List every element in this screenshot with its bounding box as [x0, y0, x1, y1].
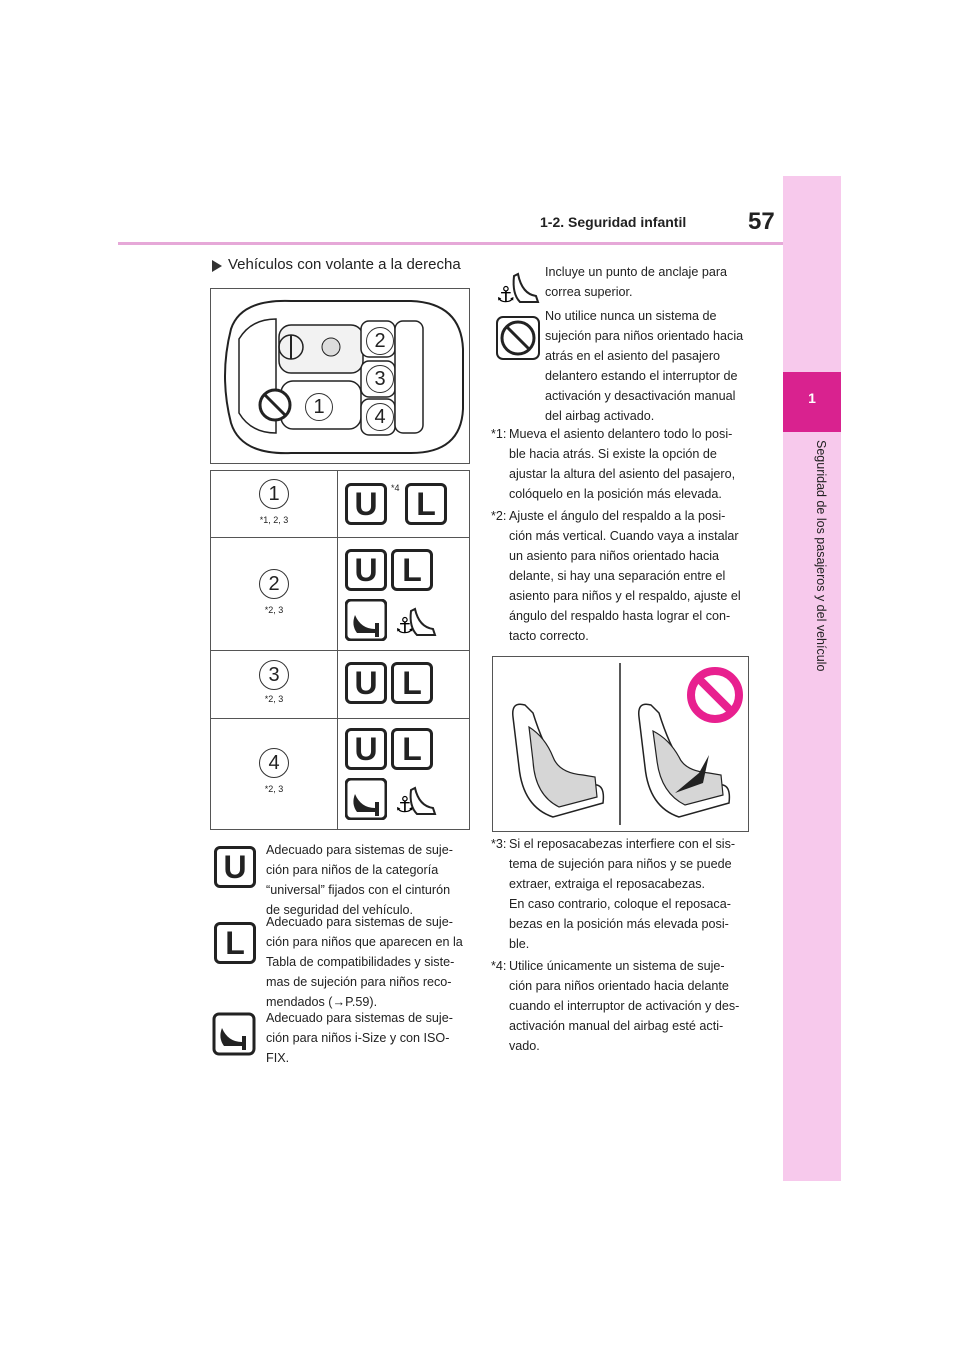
note-text: Ajuste el ángulo del respaldo a la posi- ción más vertical. Cuando vaya a instalar un asiento para niños orientado hacia delante, si hay una separación entre el asiento para niños y el respaldo, ajuste el ángulo del respaldo hasta lograr el con- tacto correcto. — [509, 509, 741, 643]
isize-icon — [345, 599, 387, 646]
universal-legend-icon: U — [214, 846, 256, 888]
universal-badge: U — [345, 662, 387, 704]
position-notes: *1, 2, 3 — [259, 515, 289, 525]
no-rear-facing-text: No utilice nunca un sistema de sujeción para niños orientado hacia atrás en el asiento del pasajero delantero estando el interruptor de activación y desactivación manual del airbag activado. — [545, 309, 744, 423]
list-badge: L — [391, 549, 433, 591]
chapter-number: 1 — [808, 390, 816, 406]
position-notes: *2, 3 — [264, 784, 284, 794]
table-row — [211, 718, 469, 829]
position-marker: 1 — [259, 479, 289, 509]
note-label: *3: — [491, 837, 507, 851]
header-rule — [118, 242, 783, 245]
list-badge: L — [391, 662, 433, 704]
list-badge: L — [391, 728, 433, 770]
note-label: *2: — [491, 509, 507, 523]
position-marker: 2 — [259, 569, 289, 599]
note-text: Utilice únicamente un sistema de suje- ción para niños orientado hacia delante cuando el interruptor de activación y des- activación manual del airbag esté acti- vado. — [509, 959, 740, 1053]
note-label: *4: — [491, 959, 507, 973]
table-row — [211, 650, 469, 719]
isize-icon — [345, 778, 387, 825]
list-legend-text: Adecuado para sistemas de suje- ción para niños que aparecen en la Tabla de compatibilidades y siste- mas de sujeción para niños reco- mendados (→P.59). — [266, 915, 463, 1009]
compatibility-table — [210, 470, 470, 830]
isize-legend-icon — [212, 1012, 256, 1061]
position-marker: 3 — [366, 365, 394, 393]
anchor-seat-icon — [393, 778, 439, 825]
position-notes: *2, 3 — [264, 694, 284, 704]
note-label: *1: — [491, 427, 507, 441]
svg-text:⚓: ⚓ — [395, 793, 415, 818]
anchor-legend-text: Incluye un punto de anclaje para correa superior. — [545, 265, 728, 299]
section-heading: Vehículos con volante a la derecha — [228, 256, 461, 273]
triangle-bullet-icon — [212, 259, 222, 277]
header-section-title: 1-2. Seguridad infantil — [540, 214, 687, 230]
list-badge: L — [405, 483, 447, 525]
list-legend-icon: L — [214, 922, 256, 964]
seat-illustration — [492, 656, 749, 832]
svg-text:⚓: ⚓ — [395, 614, 415, 639]
page-number: 57 — [748, 208, 775, 235]
position-notes: *2, 3 — [264, 605, 284, 615]
isize-legend-text: Adecuado para sistemas de suje- ción para niños i-Size y con ISO- FIX. — [266, 1011, 453, 1065]
no-rear-facing-icon — [496, 316, 540, 365]
table-row — [211, 471, 469, 538]
universal-badge: U — [345, 483, 387, 525]
anchor-seat-icon — [393, 599, 439, 646]
anchor-legend-icon — [496, 266, 542, 315]
position-marker: 1 — [305, 393, 333, 421]
note-text: Si el reposacabezas interfiere con el sis- tema de sujeción para niños y se puede extraer, extraiga el reposacabezas. En caso contrario, coloque el reposaca- bezas en la posición más elevada posi- ble. — [509, 837, 736, 951]
position-marker: 3 — [259, 660, 289, 690]
table-row — [211, 537, 469, 651]
superscript-note: *4 — [391, 483, 400, 493]
universal-legend-text: Adecuado para sistemas de suje- ción para niños de la categoría “universal” fijados con el cinturón de seguridad del vehículo. — [266, 843, 453, 917]
universal-badge: U — [345, 728, 387, 770]
position-marker: 2 — [366, 327, 394, 355]
universal-badge: U — [345, 549, 387, 591]
position-marker: 4 — [259, 748, 289, 778]
note-text: Mueva el asiento delantero todo lo posi- ble hacia atrás. Si existe la opción de ajustar la altura del asiento del pasajero, colóquelo en la posición más elevada. — [509, 427, 736, 501]
svg-text:⚓: ⚓ — [496, 283, 516, 308]
chapter-title: Seguridad de los pasajeros y del vehículo — [814, 440, 828, 672]
car-seating-diagram — [210, 288, 470, 464]
position-marker: 4 — [366, 403, 394, 431]
